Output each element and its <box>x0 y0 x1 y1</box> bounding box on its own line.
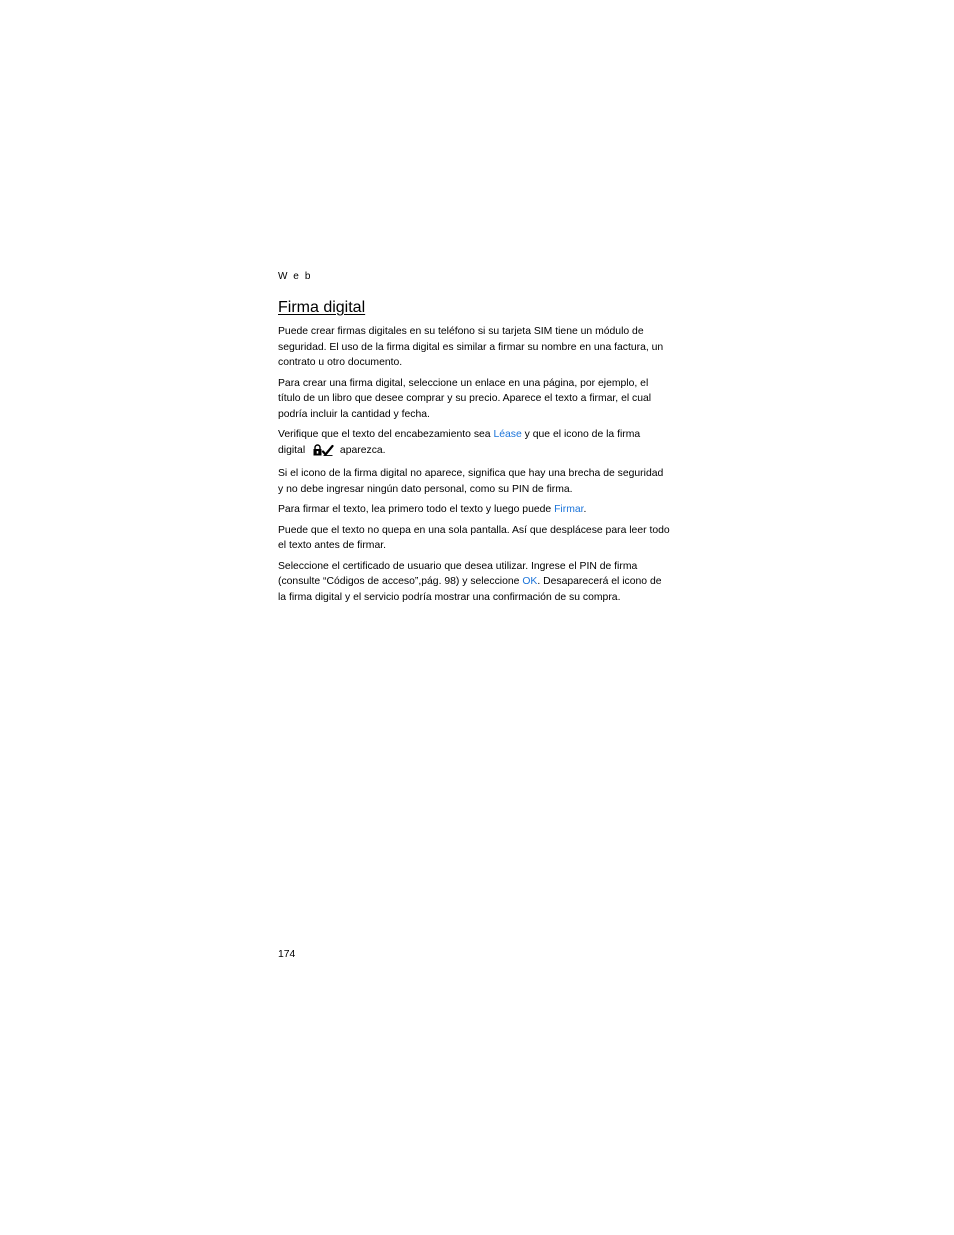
ok-link[interactable]: OK <box>522 576 538 587</box>
paragraph-text: y que el icono de la firma digital <box>278 429 641 456</box>
firmar-link[interactable]: Firmar <box>554 504 584 515</box>
lease-link[interactable]: Léase <box>493 429 522 440</box>
paragraph-verify-header <box>278 427 670 461</box>
paragraph-text: Verifique que el texto del encabezamiento sea <box>278 429 494 440</box>
paragraph-text: . Desaparecerá el icono de la firma digital y el servicio podría mostrar una confirmación de su compra. <box>278 576 662 603</box>
digital-signature-icon <box>312 444 334 462</box>
section-title: Firma digital <box>278 299 366 316</box>
page-content <box>278 270 670 610</box>
paragraph-text: Seleccione el certificado de usuario que desea utilizar. Ingrese el PIN de firma (consulte “Códigos de acceso”,pág. 98) y seleccione <box>278 560 638 587</box>
paragraph-text: . <box>583 504 587 515</box>
page-number: 174 <box>278 949 296 960</box>
paragraph-sign-text <box>278 502 670 518</box>
paragraph-scroll: Puede que el texto no quepa en una sola pantalla. Así que desplácese para leer todo el texto antes de firmar. <box>278 524 670 551</box>
paragraph-certificate <box>278 559 670 606</box>
running-header: Web <box>278 271 317 282</box>
paragraph-intro: Puede crear firmas digitales en su teléfono si su tarjeta SIM tiene un módulo de seguridad. El uso de la firma digital es similar a firmar su nombre en una factura, un contrato u otro documento. <box>278 326 664 368</box>
paragraph-text: aparezca. <box>337 444 386 456</box>
paragraph-security-warning: Si el icono de la firma digital no aparece, significa que hay una brecha de seguridad y no debe ingresar ningún dato personal, como su PIN de firma. <box>278 468 664 495</box>
paragraph-text: Para firmar el texto, lea primero todo el texto y luego puede <box>278 504 555 515</box>
paragraph-create-signature: Para crear una firma digital, seleccione un enlace en una página, por ejemplo, el título de un libro que desee comprar y su precio. Aparece el texto a firmar, el cual podría incluir la cantidad y fecha. <box>278 377 652 420</box>
